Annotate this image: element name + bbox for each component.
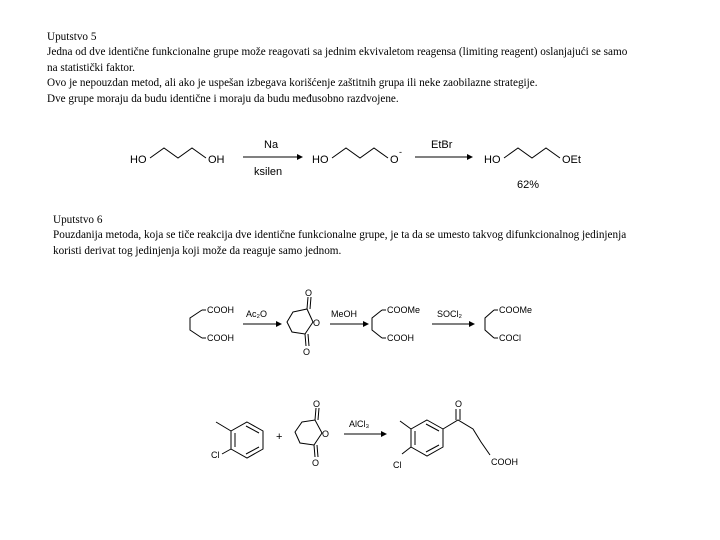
reagent-ksilen: ksilen — [254, 166, 283, 178]
reagent-meoh: MeOH — [331, 309, 358, 319]
coome-label: COOMe — [387, 305, 421, 315]
alkoxide-structure — [312, 147, 402, 166]
ho-label: HO — [130, 154, 147, 166]
section5-line: na statistički faktor. — [47, 61, 135, 74]
reagent-socl2: SOCl₂ — [437, 309, 462, 319]
diol-structure — [130, 148, 225, 166]
chlorotoluene — [211, 422, 263, 460]
oh-label: OH — [208, 154, 225, 166]
ho-label: HO — [484, 154, 501, 166]
reagent-alcl3: AlCl₃ — [349, 419, 370, 429]
plus-sign: + — [276, 431, 283, 443]
cl-label: Cl — [393, 460, 402, 470]
ring-o-label: O — [322, 429, 330, 439]
coome-label: COOMe — [499, 305, 533, 315]
half-ester — [372, 305, 420, 343]
section5-line: Dve grupe moraju da budu identične i moraju da budu međusobno razdvojene. — [47, 92, 399, 105]
succinic-anhydride — [287, 288, 320, 357]
succinic-acid — [190, 305, 234, 343]
chain-bonds — [150, 148, 206, 158]
arrow-meoh — [330, 309, 369, 327]
oet-label: OEt — [562, 154, 581, 166]
carbonyl-o-label: O — [313, 399, 321, 409]
scheme-anhydride — [190, 288, 532, 357]
arrow-socl2 — [432, 309, 475, 327]
acid-chloride — [485, 305, 532, 343]
reagent-ac2o: Ac₂O — [246, 309, 267, 319]
cooh-label: COOH — [387, 333, 414, 343]
reagent-na: Na — [264, 139, 279, 151]
chain-bonds — [504, 148, 560, 158]
section5-title: Uputstvo 5 — [47, 31, 97, 43]
ring-o-label: O — [313, 318, 321, 328]
scheme-monoalkylation — [130, 139, 581, 191]
section5-line: Jedna od dve identične funkcionalne grupe može reagovati sa jednim ekvivaletom reagensa (limiting reagent) oslanjajući se samo — [47, 46, 628, 59]
cooh-label: COOH — [491, 457, 518, 467]
section6-line: koristi derivat tog jedinjenja koji može da reaguje samo jednom. — [53, 244, 342, 257]
keto-acid-product — [393, 399, 518, 470]
ho-label: HO — [312, 154, 329, 166]
cocl-label: COCl — [499, 333, 521, 343]
o-minus-label: O — [390, 154, 399, 166]
chain-bonds — [332, 148, 388, 158]
section6-title: Uputstvo 6 — [53, 214, 103, 226]
cooh-label: COOH — [207, 333, 234, 343]
arrow-na — [243, 139, 303, 178]
cooh-label: COOH — [207, 305, 234, 315]
charge-label: - — [399, 147, 402, 157]
section6-line: Pouzdanija metoda, koja se tiče reakcija dve identične funkcionalne grupe, je ta da se umesto takvog difunkcionalnog jedinjenja — [53, 229, 627, 242]
arrow-alcl3 — [344, 419, 387, 437]
carbonyl-o-label: O — [305, 288, 313, 298]
carbonyl-o-label: O — [312, 458, 320, 468]
reagent-etbr: EtBr — [431, 139, 453, 151]
carbonyl-o-label: O — [303, 347, 311, 357]
ketone-o-label: O — [455, 399, 463, 409]
ether-product — [484, 148, 581, 191]
succinic-anhydride — [295, 399, 329, 468]
yield-label: 62% — [517, 179, 540, 191]
section5-line: Ovo je nepouzdan metod, ali ako je uspešan izbegava korišćenje zaštitnih grupa ili neke zaobilazne strategije. — [47, 77, 538, 90]
cl-label: Cl — [211, 450, 220, 460]
arrow-etbr — [415, 139, 473, 160]
scheme-friedel-crafts — [211, 399, 518, 470]
arrow-ac2o — [243, 309, 282, 327]
